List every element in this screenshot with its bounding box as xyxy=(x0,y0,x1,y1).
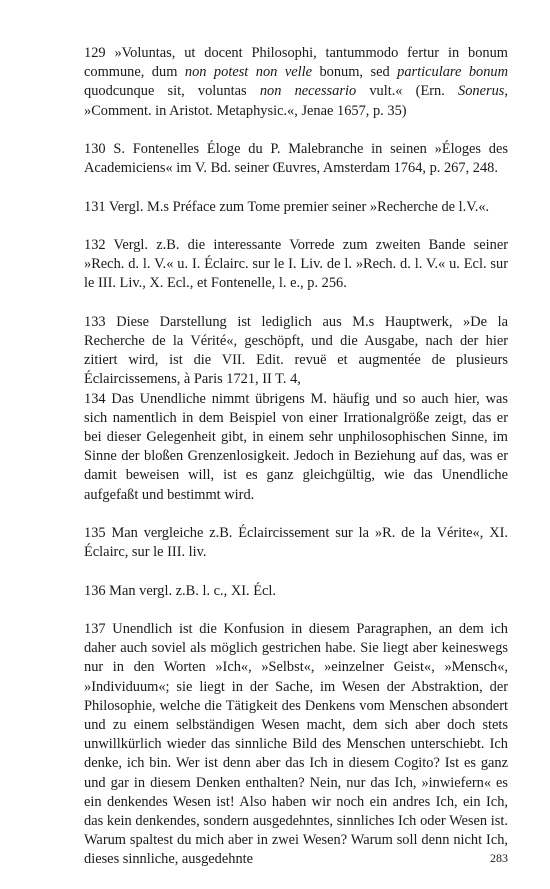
footnote-137: 137 Unendlich ist die Konfusion in diesem Paragraphen, an dem ich daher auch soviel als möglich gestrichen habe. Sie liegt aber keineswegs nur in den Worten »Ich«, »Selbst«, »einzelner Geist«, »Mensch«, »Individuum«; sie liegt in der Sache, im Wesen der Abstraktion, der Philosophie, welche die Tätigkeit des Denkens vom Menschen absondert und zu einem selbständigen Wesen macht, dem sich aber doch stets unwillkürlich wieder das sinnliche Bild des Menschen unterschiebt. Ich denke, ich bin. Wer ist denn aber das Ich in diesem Cogito? Ist es ganz und gar in diesem Denken enthalten? Nein, nur das Ich, »inwiefern« es ein denkendes Wesen ist! Also haben wir noch ein andres Ich, ein Ich, das kein denkendes, sondern ausgedehntes, sinnliches Ich oder Wesen ist. Warum spaltest du mich aber in zwei Wesen? Warum soll denn nicht Ich, dieses sinnliche, ausgedehnte xyxy=(84,620,508,868)
page-number: 283 xyxy=(490,851,508,865)
footnote-131: 131 Vergl. M.s Préface zum Tome premier seiner »Recherche de l.V.«. xyxy=(84,198,490,215)
footnotes-page xyxy=(84,44,508,889)
footnote-136: 136 Man vergl. z.B. l. c., XI. Écl. xyxy=(84,582,276,599)
footnote-129: 129 »Voluntas, ut docent Philosophi, tantummodo fertur in bonum commune, dum non potest non velle bonum, sed particulare bonum quodcunque sit, voluntas non necessario vult.« (Ern. Sonerus, »Comment. in Aristot. Metaphysic.«, Jenae 1657, p. 35) xyxy=(84,45,508,119)
footnote-135: 135 Man vergleiche z.B. Éclaircissement sur la »R. de la Vérite«, XI. Éclairc, sur le III. liv. xyxy=(84,525,508,561)
footnote-132: 132 Vergl. z.B. die interessante Vorrede zum zweiten Bande seiner »Rech. d. l. V.« u. I. Éclairc. sur le I. Liv. de l. »Rech. d. l. V.« u. Ecl. sur le III. Liv., X. Ecl., et Fontenelle, l. e., p. 256. xyxy=(84,236,508,292)
footnote-133: 133 Diese Darstellung ist lediglich aus M.s Hauptwerk, »De la Recherche de la Vérité«, geschöpft, und die Ausgabe, nach der hier zitiert wird, ist die VII. Edit. revuë et augmentée de plusieurs Éclaircissemens, à Paris 1721, II T. 4, xyxy=(84,313,508,388)
footnote-134: 134 Das Unendliche nimmt übrigens M. häufig und so auch hier, was sich namentlich in dem Beispiel von einer Irrationalgröße zeigt, das er bei dieser Gelegenheit gibt, in einem sehr unphilosophischen Sinne, im Sinne der bloßen Grenzenlosigkeit. Jedoch in Beziehung auf das, was er damit beweisen will, ist es ganz gleichgültig, wie das Unendliche aufgefaßt und bestimmt wird. xyxy=(84,390,508,503)
footnote-130: 130 S. Fontenelles Éloge du P. Malebranche in seinen »Éloges des Academiciens« im V. Bd. seiner Œuvres, Amsterdam 1764, p. 267, 248. xyxy=(84,141,508,177)
